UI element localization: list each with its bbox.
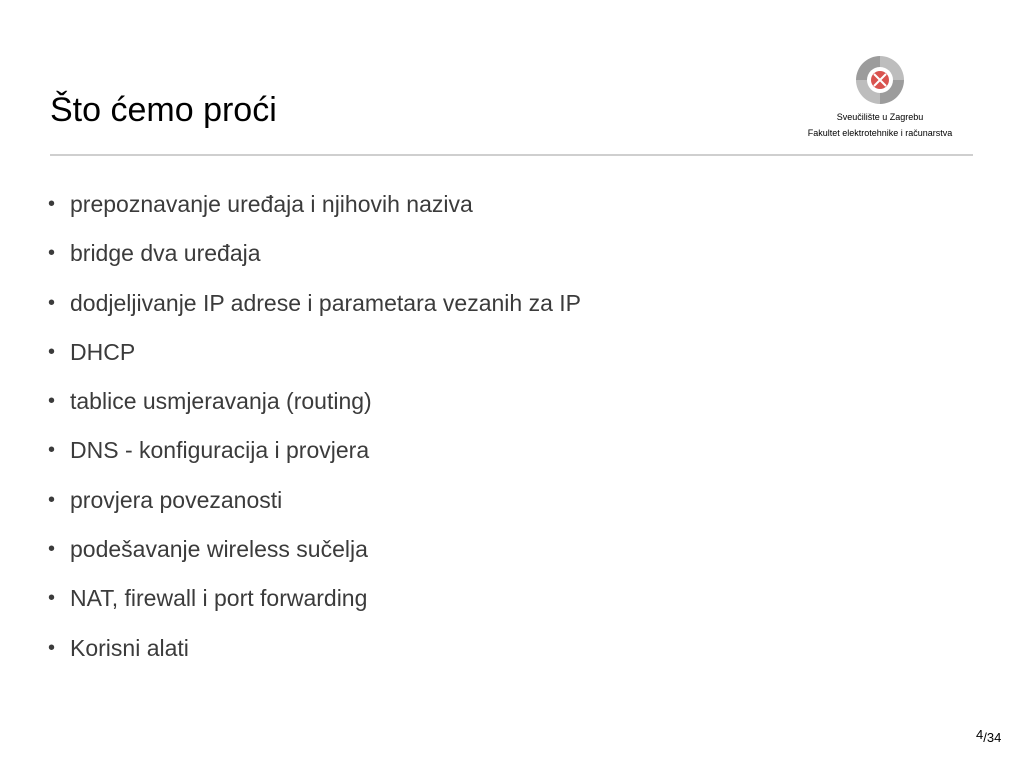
slide-title: Što ćemo proći — [50, 91, 277, 129]
bullet-icon: • — [48, 488, 56, 511]
title-divider — [50, 154, 973, 156]
topic-list — [46, 186, 581, 679]
topic-text: DHCP — [70, 338, 136, 365]
bullet-icon: • — [48, 193, 56, 215]
topic-text: provjera povezanosti — [70, 486, 283, 513]
list-item — [46, 482, 581, 531]
topic-text: DNS - konfiguracija i provjera — [70, 437, 370, 464]
topic-text: podešavanje wireless sučelja — [70, 536, 368, 563]
list-item — [46, 630, 581, 679]
bullet-icon: • — [48, 291, 56, 314]
topic-text: NAT, firewall i port forwarding — [70, 585, 368, 612]
page-current: 4 — [976, 727, 984, 742]
page-number — [976, 728, 1001, 748]
university-logo-icon — [852, 52, 908, 108]
topic-text: dodjeljivanje IP adrese i parametara vezanih za IP — [70, 289, 581, 316]
list-item — [46, 432, 581, 481]
list-item — [46, 334, 581, 383]
list-item — [46, 383, 581, 432]
bullet-icon: • — [48, 340, 56, 363]
topic-text: tablice usmjeravanja (routing) — [70, 388, 372, 415]
list-item — [46, 531, 581, 580]
university-logo-block — [790, 52, 970, 142]
bullet-icon: • — [48, 636, 56, 659]
bullet-icon: • — [48, 538, 56, 561]
list-item — [46, 235, 581, 284]
list-item — [46, 285, 581, 334]
bullet-icon: • — [48, 390, 56, 413]
topic-text: Korisni alati — [70, 634, 189, 661]
bullet-icon: • — [48, 242, 56, 265]
university-name: Sveučilište u Zagrebu — [836, 112, 924, 122]
topic-text: prepoznavanje uređaja i njihovih naziva — [70, 191, 473, 217]
faculty-name: Fakultet elektrotehnike i računarstva — [807, 128, 953, 138]
list-item — [46, 580, 581, 629]
page-total: /34 — [983, 730, 1002, 745]
bullet-icon: • — [48, 587, 56, 610]
topic-text: bridge dva uređaja — [70, 240, 261, 267]
list-item — [46, 186, 581, 235]
bullet-icon: • — [48, 439, 56, 462]
